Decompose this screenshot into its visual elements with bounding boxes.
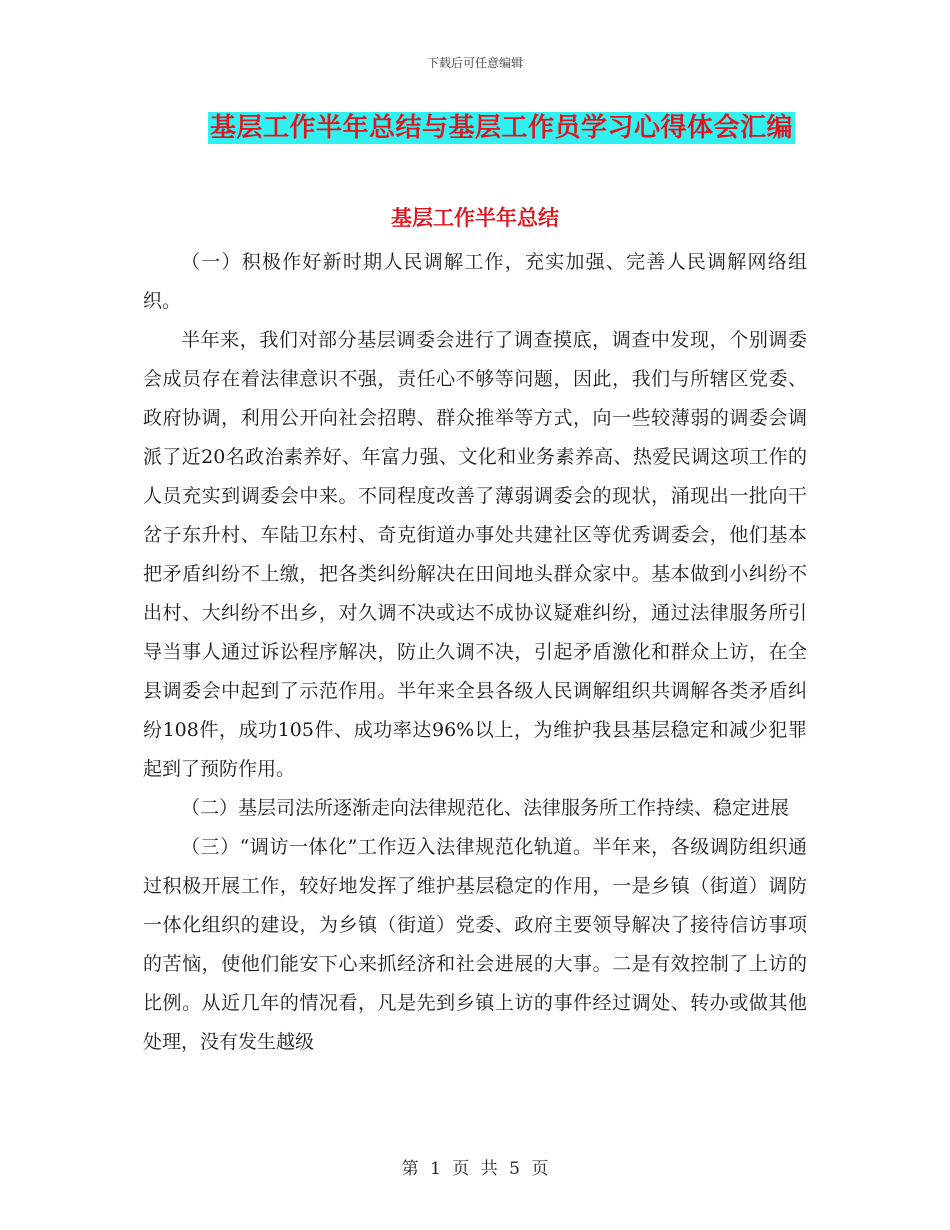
document-body bbox=[143, 243, 807, 1062]
paragraph-2: 半年来，我们对部分基层调委会进行了调查摸底，调查中发现，个别调委会成员存在着法律意识不强，责任心不够等问题，因此，我们与所辖区党委、政府协调，利用公开向社会招聘、群众推举等方式，向一些较薄弱的调委会调派了近20名政治素养好、年富力强、文化和业务素养高、热爱民调这项工作的人员充实到调委会中来。不同程度改善了薄弱调委会的现状，涌现出一批向干岔子东升村、车陆卫东村、奇克街道办事处共建社区等优秀调委会，他们基本把矛盾纠纷不上缴，把各类纠纷解决在田间地头群众家中。基本做到小纠纷不出村、大纠纷不出乡，对久调不决或达不成协议疑难纠纷，通过法律服务所引导当事人通过诉讼程序解决，防止久调不决，引起矛盾激化和群众上访，在全县调委会中起到了示范作用。半年来全县各级人民调解组织共调解各类矛盾纠纷108件，成功105件、成功率达96%以上，为维护我县基层稳定和减少犯罪起到了预防作用。 bbox=[143, 329, 807, 780]
page-footer: 第 1 页 共 5 页 bbox=[401, 1159, 549, 1179]
section-title: 基层工作半年总结 bbox=[391, 205, 559, 230]
paragraph-3: （二）基层司法所逐渐走向法律规范化、法律服务所工作持续、稳定进展 bbox=[181, 797, 790, 819]
paragraph-1: （一）积极作好新时期人民调解工作，充实加强、完善人民调解网络组织。 bbox=[143, 251, 807, 312]
header-note: 下载后可任意编辑 bbox=[426, 56, 523, 70]
paragraph-4: （三）“调访一体化”工作迈入法律规范化轨道。半年来，各级调防组织通过积极开展工作，较好地发挥了维护基层稳定的作用，一是乡镇（街道）调防一体化组织的建设，为乡镇（街道）党委、政府主要领导解决了接待信访事项的苦恼，使他们能安下心来抓经济和社会进展的大事。二是有效控制了上访的比例。从近几年的情况看，凡是先到乡镇上访的事件经过调处、转办或做其他处理，没有发生越级 bbox=[143, 836, 807, 1053]
document-title: 基层工作半年总结与基层工作员学习心得体会汇编 bbox=[210, 113, 794, 143]
